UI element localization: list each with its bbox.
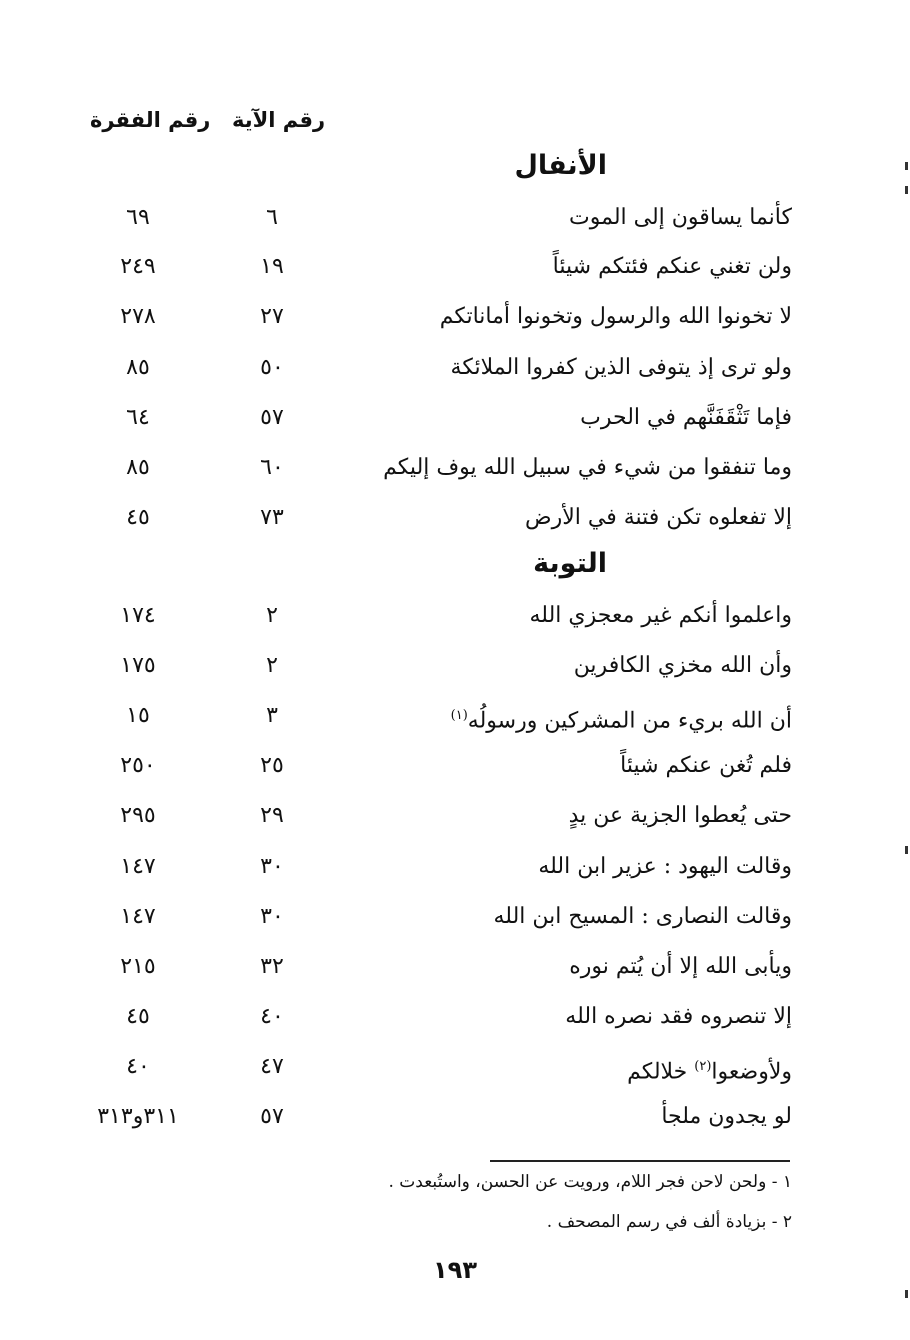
paragraph-number: ٢٥٠ [120,753,156,778]
verse-phrase: وقالت النصارى : المسيح ابن الله [493,904,792,929]
ayah-number: ٣ [266,703,278,728]
paragraph-number: ١٥ [126,703,150,728]
verse-phrase-text: ولأوضعوا [711,1059,792,1085]
scan-edge-mark [905,846,908,854]
ayah-number: ٢٩ [260,803,284,828]
verse-phrase [627,1045,792,1094]
index-row [0,845,910,889]
scan-edge-mark [905,186,908,194]
verse-phrase: لا تخونوا الله والرسول وتخونوا أماناتكم [439,304,792,329]
ayah-number: ٦ [266,205,278,230]
paragraph-number: ٢٧٨ [120,304,156,329]
verse-phrase: فلم تُغن عنكم شيئاً [620,753,792,778]
footnote-marker: (٢) [694,1059,712,1074]
paragraph-number: ٢٤٩ [120,254,156,279]
verse-phrase: لو يجدون ملجأ [661,1104,792,1129]
ayah-number: ٥٧ [260,1104,284,1129]
verse-phrase: إلا تنصروه فقد نصره الله [565,1004,792,1029]
verse-phrase [451,694,792,743]
footnote-divider [490,1160,790,1162]
paragraph-number: ٦٩ [126,205,150,230]
index-row [0,496,910,540]
paragraph-number: ٤٠ [126,1054,150,1079]
paragraph-number: ٤٥ [126,505,150,530]
scan-edge-mark [905,1290,908,1298]
paragraph-number: ٨٥ [126,455,150,480]
footnote-marker: (١) [450,708,468,723]
index-row [0,794,910,838]
paragraph-number: ١٤٧ [120,854,156,879]
index-row [0,245,910,289]
index-row [0,644,910,688]
footnote-2: ٢ - بزيادة ألف في رسم المصحف . [546,1212,792,1232]
ayah-number: ٣٠ [260,854,284,879]
paragraph-number: ٤٥ [126,1004,150,1029]
ayah-number: ٤٧ [260,1054,284,1079]
verse-phrase-text: أن الله بريء من المشركين ورسولُه [467,708,792,734]
verse-phrase: فإما تَثْقَفَنَّهم في الحرب [580,405,792,430]
ayah-number: ٢٧ [260,304,284,329]
section-title-anfal: الأنفال [514,150,607,181]
paragraph-number: ١٤٧ [120,904,156,929]
index-row [0,945,910,989]
paragraph-number: ٣١١و٣١٣ [97,1104,179,1129]
index-row [0,1045,910,1089]
paragraph-number: ٦٤ [126,405,150,430]
paragraph-number: ٢٩٥ [120,803,156,828]
ayah-number: ٢ [266,653,278,678]
verse-phrase-continuation: خلالكم [627,1059,695,1085]
index-row [0,694,910,738]
scan-edge-mark [905,162,908,170]
ayah-number: ٧٣ [260,505,284,530]
ayah-number: ٥٧ [260,405,284,430]
index-row [0,895,910,939]
verse-phrase: ويأبى الله إلا أن يُتم نوره [569,954,792,979]
paragraph-number: ١٧٥ [120,653,156,678]
ayah-number: ٦٠ [260,455,284,480]
index-row [0,396,910,440]
verse-phrase: ولو ترى إذ يتوفى الذين كفروا الملائكة [450,355,792,380]
ayah-number: ٣٠ [260,904,284,929]
ayah-column-header: رقم الآية [232,108,326,132]
ayah-number: ٥٠ [260,355,284,380]
verse-phrase: إلا تفعلوه تكن فتنة في الأرض [524,505,792,530]
verse-phrase: حتى يُعطوا الجزية عن يدٍ [568,803,792,828]
index-row [0,744,910,788]
ayah-number: ١٩ [260,254,284,279]
ayah-number: ٢٥ [260,753,284,778]
index-row [0,594,910,638]
page-number: ١٩٣ [433,1256,477,1284]
paragraph-number: ١٧٤ [120,603,156,628]
paragraph-number: ٨٥ [126,355,150,380]
paragraph-number: ٢١٥ [120,954,156,979]
index-row [0,196,910,240]
verse-phrase: وقالت اليهود : عزير ابن الله [538,854,792,879]
footnote-1: ١ - ولحن لاحن فجر اللام، ورويت عن الحسن، واستُبعدت . [388,1172,792,1192]
index-row [0,295,910,339]
paragraph-column-header: رقم الفقرة [90,108,211,132]
verse-phrase: وأن الله مخزي الكافرين [573,653,792,678]
index-row [0,346,910,390]
index-row [0,1095,910,1139]
verse-phrase: واعلموا أنكم غير معجزي الله [529,603,792,628]
section-title-tawbah: التوبة [533,548,607,579]
index-row [0,446,910,490]
ayah-number: ٢ [266,603,278,628]
ayah-number: ٤٠ [260,1004,284,1029]
index-row [0,995,910,1039]
verse-phrase: ولن تغني عنكم فئتكم شيئاً [552,254,792,279]
verse-phrase: وما تنفقوا من شيء في سبيل الله يوف إليكم [383,455,792,480]
ayah-number: ٣٢ [260,954,284,979]
verse-phrase: كأنما يساقون إلى الموت [569,205,792,230]
